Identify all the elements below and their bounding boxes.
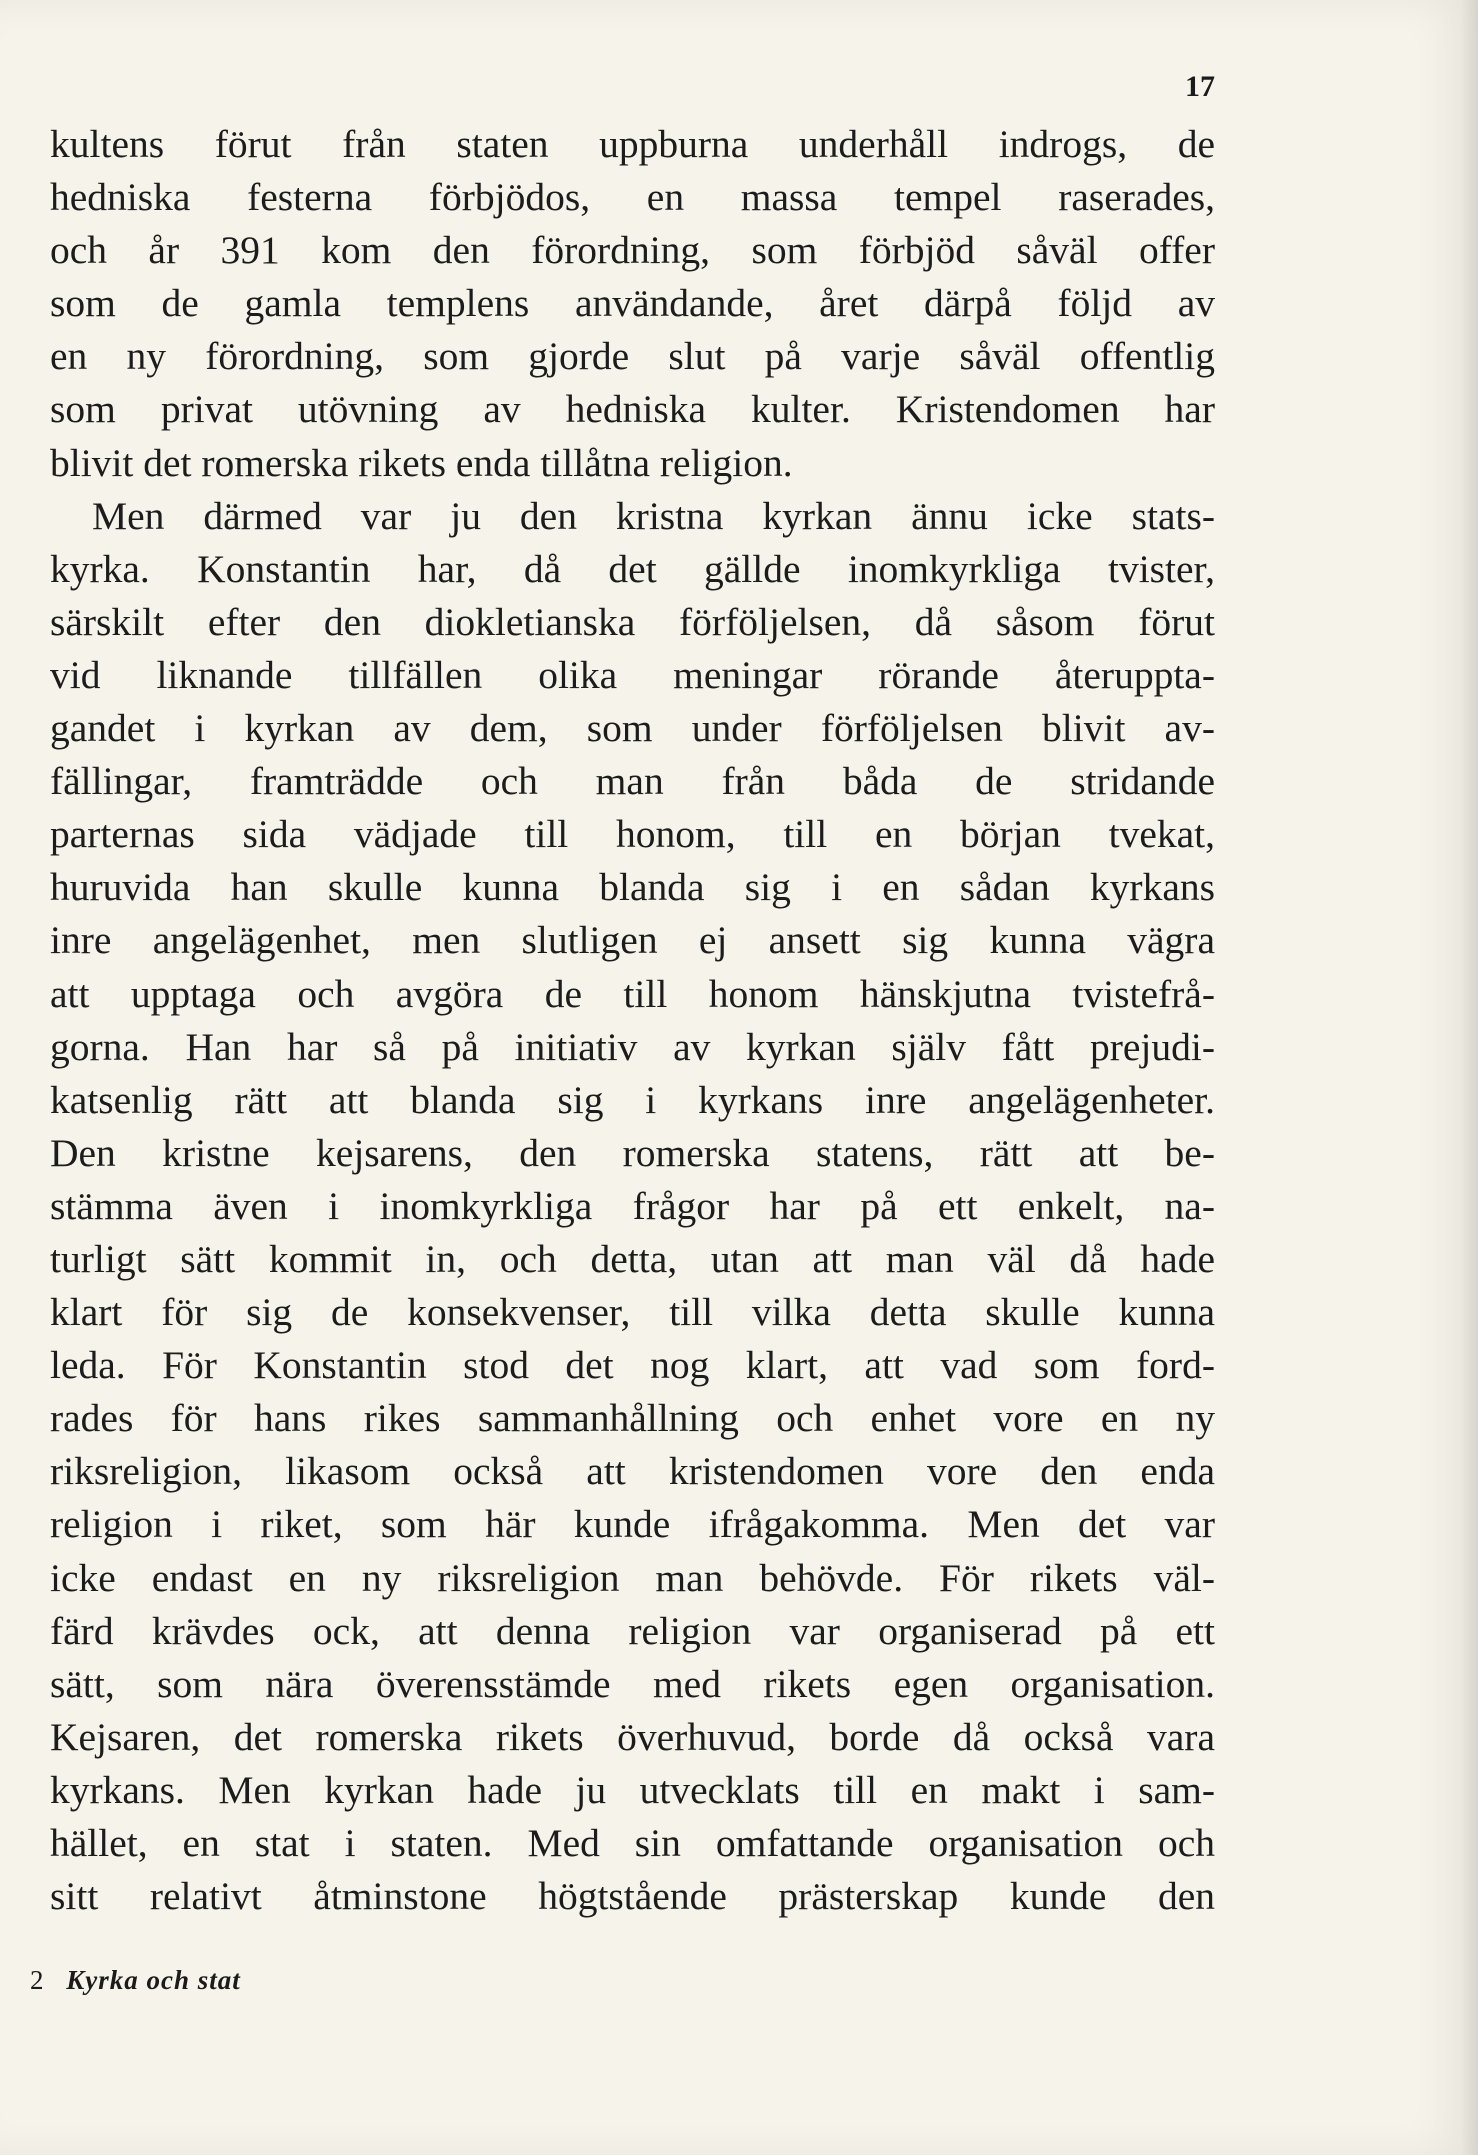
text-line: hedniska festerna förbjödos, en massa tempel raserades, [50, 175, 1215, 220]
text-line: klart för sig de konsekvenser, till vilka detta skulle kunna [50, 1290, 1215, 1335]
text-line: parternas sida vädjade till honom, till en början tvekat, [50, 812, 1215, 857]
text-line: Den kristne kejsarens, den romerska statens, rätt att be- [50, 1130, 1215, 1175]
text-line: icke endast en ny riksreligion man behövde. För rikets väl- [50, 1555, 1215, 1600]
text-line: stämma även i inomkyrkliga frågor har på ett enkelt, na- [50, 1183, 1215, 1228]
text-line: gandet i kyrkan av dem, som under förföljelsen blivit av- [50, 706, 1215, 751]
text-line: som privat utövning av hedniska kulter. Kristendomen har [50, 387, 1215, 432]
text-line: en ny förordning, som gjorde slut på varje såväl offentlig [50, 334, 1215, 379]
text-line: som de gamla templens användande, året därpå följd av [50, 281, 1215, 326]
text-line: kultens förut från staten uppburna underhåll indrogs, de [50, 122, 1215, 166]
text-line: kyrka. Konstantin har, då det gällde inomkyrkliga tvister, [50, 546, 1215, 591]
text-line: rades för hans rikes sammanhållning och enhet vore en ny [50, 1396, 1215, 1441]
signature-number: 2 [30, 1965, 44, 1995]
text-line: katsenlig rätt att blanda sig i kyrkans inre angelägenheter. [50, 1077, 1215, 1122]
text-line: kyrkans. Men kyrkan hade ju utvecklats till en makt i sam- [50, 1767, 1215, 1812]
text-line: och år 391 kom den förordning, som förbjöd såväl offer [50, 228, 1215, 273]
text-line: Kejsaren, det romerska rikets överhuvud, borde då också vara [50, 1714, 1215, 1759]
text-line: färd krävdes ock, att denna religion var organiserad på ett [50, 1608, 1215, 1653]
text-line: huruvida han skulle kunna blanda sig i en sådan kyrkans [50, 865, 1215, 910]
text-line: religion i riket, som här kunde ifrågakomma. Men det var [50, 1502, 1215, 1547]
text-line: blivit det romerska rikets enda tillåtna religion. [50, 440, 793, 485]
page-number: 17 [1185, 70, 1215, 103]
signature-footer [30, 1965, 241, 1996]
signature-title: Kyrka och stat [66, 1965, 241, 1995]
text-line: leda. För Konstantin stod det nog klart, att vad som ford- [50, 1343, 1215, 1388]
text-line: fällingar, framträdde och man från båda de stridande [50, 759, 1215, 804]
body-text [50, 118, 1215, 1923]
text-line: Men därmed var ju den kristna kyrkan ännu icke stats- [92, 493, 1215, 538]
text-line: inre angelägenhet, men slutligen ej ansett sig kunna vägra [50, 918, 1215, 963]
text-line: att upptaga och avgöra de till honom hänskjutna tvistefrå- [50, 971, 1215, 1016]
page-edge-shadow [1460, 0, 1478, 2155]
text-line: gorna. Han har så på initiativ av kyrkan själv fått prejudi- [50, 1024, 1215, 1069]
text-line: särskilt efter den diokletianska förföljelsen, då såsom förut [50, 599, 1215, 644]
text-line: sitt relativt åtminstone högtstående prästerskap kunde den [50, 1874, 1215, 1919]
text-line: hället, en stat i staten. Med sin omfattande organisation och [50, 1821, 1215, 1865]
text-line: vid liknande tillfällen olika meningar rörande återuppta- [50, 652, 1215, 697]
text-line: sätt, som nära överensstämde med rikets egen organisation. [50, 1661, 1215, 1706]
text-line: turligt sätt kommit in, och detta, utan att man väl då hade [50, 1236, 1215, 1281]
text-line: riksreligion, likasom också att kristendomen vore den enda [50, 1449, 1215, 1494]
